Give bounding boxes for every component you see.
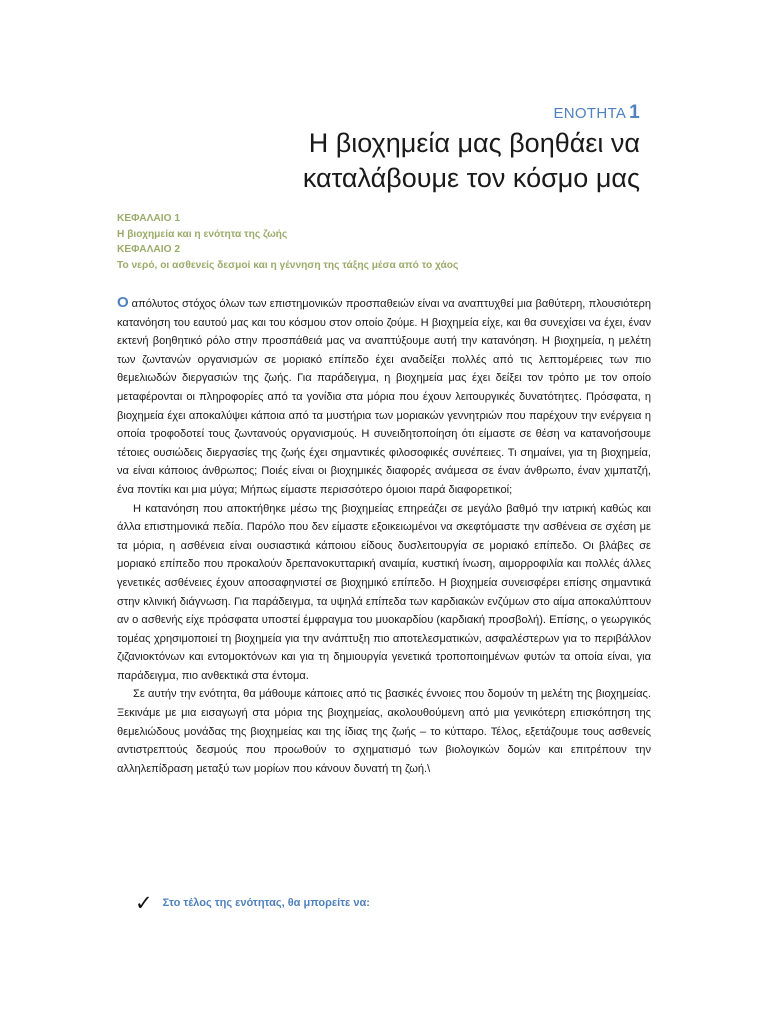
unit-label-word: ΕΝΟΤΗΤΑ <box>553 105 627 122</box>
checkmark-icon: ✓ <box>135 891 153 915</box>
unit-title: Η βιοχημεία μας βοηθάει να καταλάβουμε τον κόσμο μας <box>302 128 640 193</box>
body-text <box>117 294 651 778</box>
paragraph-3: Σε αυτήν την ενότητα, θα μάθουμε κάποιες από τις βασικές έννοιες που δομούν τη μελέτη της βιοχημείας. Ξεκινάμε με μια εισαγωγή στα μόρια της βιοχημείας, ακολουθούμενη από μια γενικότερη επισκόπηση της θεμελιώδους μονάδας της βιοχημείας και της ίδιας της ζωής – το κύτταρο. Τέλος, εξετάζουμε τους ασθενείς αντιστρεπτούς δεσμούς που προωθούν το σχηματισμό των βιολογικών δομών και επιτρέπουν την αλληλεπίδραση μεταξύ των μορίων που κάνουν δυνατή τη ζωή.\ <box>117 688 651 775</box>
objectives-text: Στο τέλος της ενότητας, θα μπορείτε να: <box>162 897 370 909</box>
chapter-list <box>117 211 458 273</box>
chapter-2-title: Το νερό, οι ασθενείς δεσμοί και η γέννηση της τάξης μέσα από το χάος <box>117 259 459 271</box>
paragraph-1 <box>117 294 651 500</box>
drop-cap: Ο <box>117 294 129 311</box>
unit-label <box>553 102 640 124</box>
paragraph-2: Η κατανόηση που αποκτήθηκε μέσω της βιοχημείας επηρεάζει σε μεγάλο βαθμό την ιατρική καθώς και άλλα επιστημονικά πεδία. Παρόλο που δεν είμαστε εξοικειωμένοι να σκεφτόμαστε την ασθένεια σε σχέση με τα μόρια, η ασθένεια είναι ουσιαστικά κάποιου είδους δυσλειτουργία σε μοριακό επίπεδο. Οι βλάβες σε μοριακό επίπεδο που προκαλούν δρεπανοκυτταρική αναιμία, κυστική ίνωση, αιμορροφιλία και πολλές άλλες γενετικές ασθένειες έχουν αποσαφηνιστεί σε βιοχημικό επίπεδο. Η βιοχημεία συνεισφέρει επίσης σημαντικά στην κλινική διάγνωση. Για παράδειγμα, τα υψηλά επίπεδα των καρδιακών ενζύμων στο αίμα αποκαλύπτουν αν ο ασθενής είχε πρόσφατα υποστεί έμφραγμα του μυοκαρδίου (καρδιακή προσβολή). Επίσης, ο γεωργικός τομέας χρησιμοποιεί τη βιοχημεία για την ανάπτυξη πιο αποτελεσματικών, ασφαλέστερων για το περιβάλλον ζιζανιοκτόνων και εντομοκτόνων και για τη δημιουργία γενετικά τροποποιημένων φυτών τα οποία είναι, για παράδειγμα, πιο ανθεκτικά στα έντομα. <box>117 502 651 682</box>
paragraph-1-text: απόλυτος στόχος όλων των επιστημονικών προσπαθειών είναι να αναπτυχθεί μια βαθύτερη, πλουσιότερη κατανόηση του εαυτού μας και του κόσμου στον οποίο ζούμε. Η βιοχημεία είχε, και θα συνεχίσει να έχει, έναν εκτενή βοηθητικό ρόλο στην προσπάθειά μας να αναπτύξουμε αυτή την κατανόηση. Η βιοχημεία, η μελέτη των ζωντανών οργανισμών σε μοριακό επίπεδο έχει αναδείξει πολλές από τις λεπτομέρειες των πιο θεμελιωδών διεργασιών της ζωής. Για παράδειγμα, η βιοχημεία μας έχει δείξει τον τρόπο με τον οποίο μεταφέρονται οι πληροφορίες από τα γονίδια στα μόρια που έχουν λειτουργικές δυνατότητες. Πρόσφατα, η βιοχημεία έχει αποκαλύψει κάποια από τα μυστήρια των μοριακών γεννητριών που παρέχουν την ενέργεια η οποία τροφοδοτεί τους ζωντανούς οργανισμούς. Η συνειδητοποίηση ότι είμαστε σε θέση να κατανοήσουμε τέτοιες ουσιώδεις διεργασίες της ζωής έχει σημαντικές φιλοσοφικές συνέπειες. Τι σημαίνει, για τη βιοχημεία, να είναι κάποιος άνθρωπος; Ποιές είναι οι βιοχημικές διαφορές ανάμεσα σε έναν άνθρωπο, έναν χιμπατζή, ένα ποντίκι και μια μύγα; Μήπως είμαστε περισσότερο όμοιοι παρά διαφορετικοί; <box>117 298 651 496</box>
chapter-1-title: Η βιοχημεία και η ενότητα της ζωής <box>117 228 288 240</box>
chapter-2-heading: ΚΕΦΑΛΑΙΟ 2 <box>117 244 180 256</box>
chapter-1-heading: ΚΕΦΑΛΑΙΟ 1 <box>117 213 180 224</box>
unit-label-number: 1 <box>629 102 640 123</box>
objectives-heading <box>135 893 370 913</box>
